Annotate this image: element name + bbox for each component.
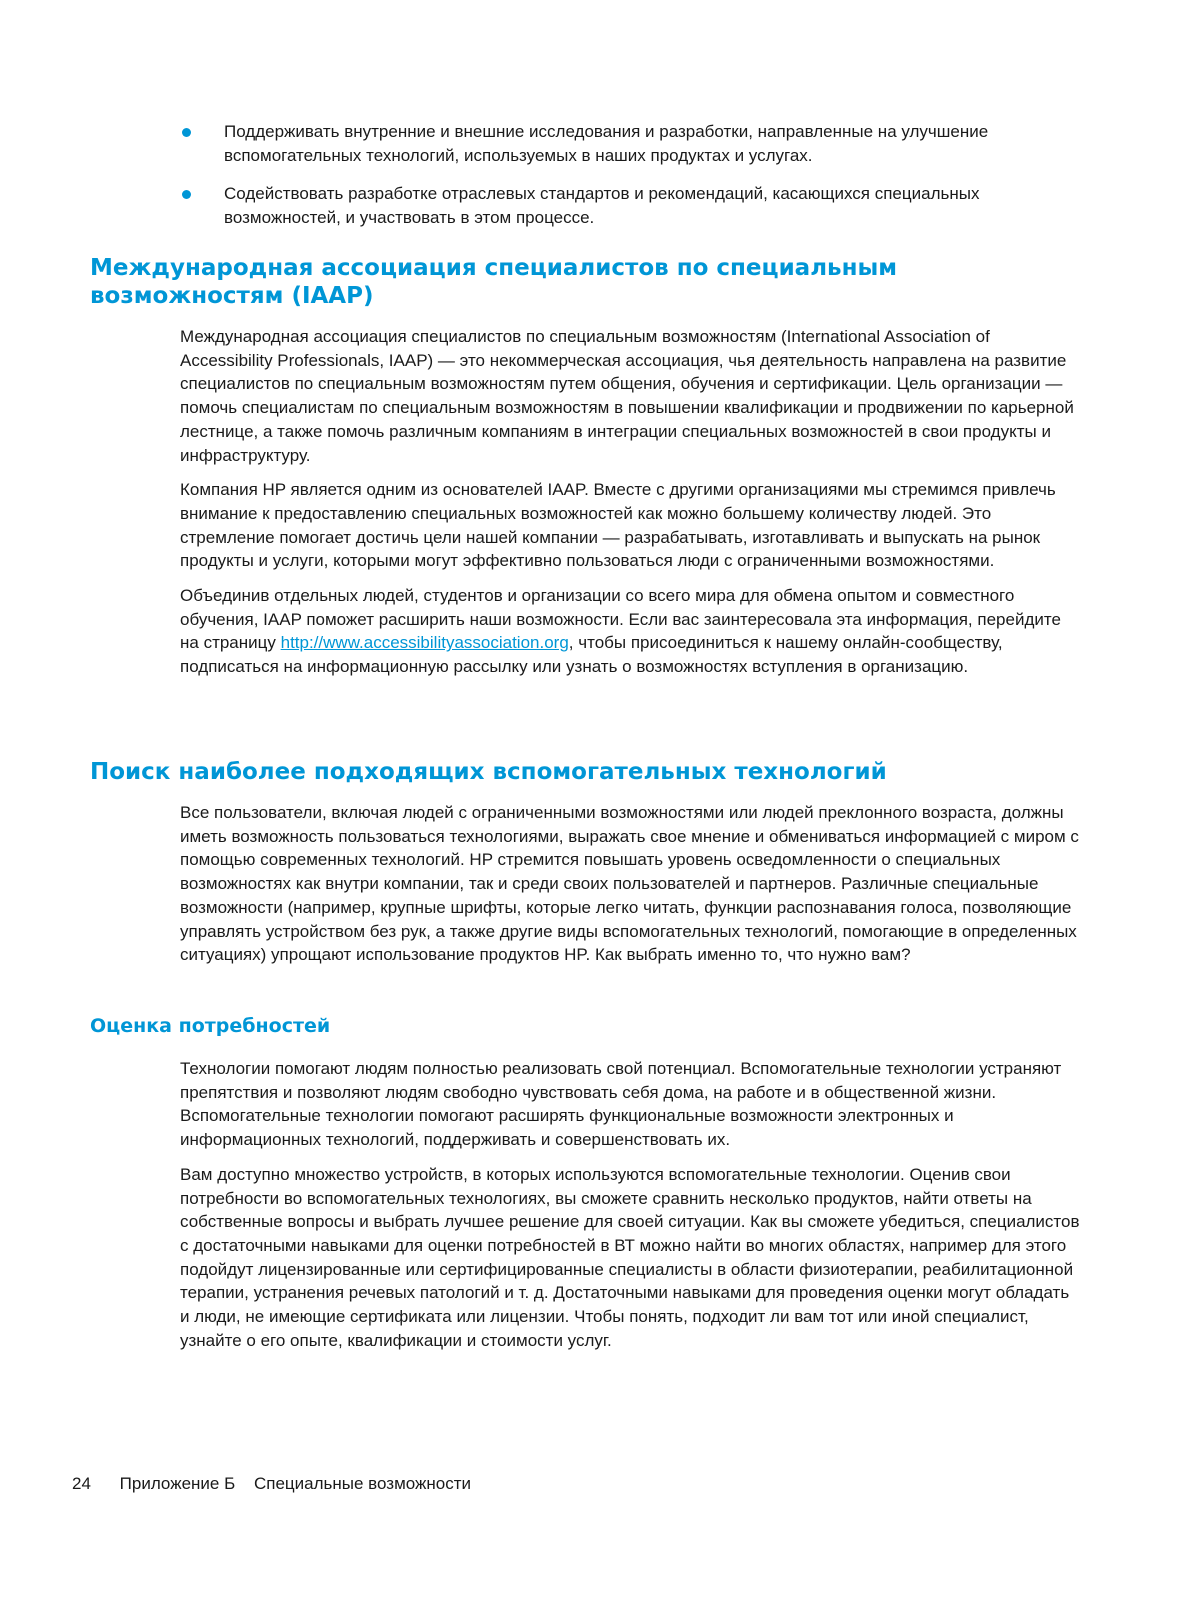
iaap-website-link[interactable]: http://www.accessibilityassociation.org [280, 633, 569, 653]
needs-heading: Оценка потребностей [90, 1015, 331, 1037]
page-number: 24 [72, 1474, 91, 1493]
bullet-text: Поддерживать внутренние и внешние исследования и разработки, направленные на улучшение вспомогательных технологий, используемых в наших продуктах и услугах. [224, 122, 989, 165]
iaap-section [180, 325, 1080, 690]
page-footer [72, 1472, 471, 1496]
iaap-paragraph-3 [180, 584, 1080, 679]
needs-paragraph-1: Технологии помогают людям полностью реализовать свой потенциал. Вспомогательные технологии устраняют препятствия и позволяют людям свободно чувствовать себя дома, на работе и в общественной жизни. Вспомогательные технологии помогают расширять функциональные возможности электронных и информационных технологий, поддерживать и совершенствовать их. [180, 1059, 1062, 1150]
search-heading: Поиск наиболее подходящих вспомогательных технологий [90, 759, 887, 785]
search-paragraph-1: Все пользователи, включая людей с ограниченными возможностями или людей преклонного возраста, должны иметь возможность пользоваться технологиями, выражать свое мнение и обмениваться информацией с миром с помощью современных технологий. HP стремится повышать уровень осведомленности о специальных возможностях как внутри компании, так и среди своих пользователей и партнеров. Различные специальные возможности (например, крупные шрифты, которые легко читать, функции распознавания голоса, позволяющие управлять устройством без рук, а также другие виды вспомогательных технологий, помогающие в определенных ситуациях) упрощают использование продуктов HP. Как выбрать именно то, что нужно вам? [180, 803, 1079, 965]
bullet-dot-icon [182, 128, 191, 137]
footer-title: Специальные возможности [253, 1474, 472, 1493]
bullet-item [180, 120, 1080, 168]
footer-chapter: Приложение Б [119, 1474, 236, 1493]
bullet-text: Содействовать разработке отраслевых стандартов и рекомендаций, касающихся специальных возможностей, и участвовать в этом процессе. [224, 184, 980, 227]
iaap-paragraph-3-end: , чтобы присоединиться к нашему онлайн-сообществу, подписаться на информационную рассылку или узнать о возможностях вступления в организацию. [180, 633, 1003, 677]
iaap-paragraph-3-start: Объединив отдельных людей, студентов и организации со всего мира для обмена опытом и совместного обучения, IAAP поможет расширить наши возможности. Если вас заинтересовала эта информация, перейдите на страницу [180, 586, 1061, 653]
iaap-heading: Международная ассоциация специалистов по специальным возможностям (IAAP) [90, 255, 898, 309]
bullet-item [180, 182, 1080, 230]
needs-section [180, 1057, 1080, 1363]
iaap-paragraph-2: Компания HP является одним из основателей IAAP. Вместе с другими организациями мы стремимся привлечь внимание к предоставлению специальных возможностей как можно большему количеству людей. Это стремление помогает достичь цели нашей компании — разрабатывать, изготавливать и выпускать на рынок продукты и услуги, которыми могут эффективно пользоваться люди с ограниченными возможностями. [180, 480, 1056, 571]
bullet-dot-icon [182, 190, 191, 199]
search-section [180, 801, 1080, 978]
bullet-list [180, 120, 1080, 244]
iaap-paragraph-1: Международная ассоциация специалистов по специальным возможностям (International Association of Accessibility Professionals, IAAP) — это некоммерческая ассоциация, чья деятельность направлена на развитие специалистов по специальным возможностям путем общения, обучения и сертификации. Цель организации — помочь специалистам по специальным возможностям в повышении квалификации и продвижении по карьерной лестнице, а также помочь различным компаниям в интеграции специальных возможностей в свои продукты и инфраструктуру. [180, 327, 1074, 465]
needs-paragraph-2: Вам доступно множество устройств, в которых используются вспомогательные технологии. Оценив свои потребности во вспомогательных технологиях, вы сможете сравнить несколько продуктов, найти ответы на собственные вопросы и выбрать лучшее решение для своей ситуации. Как вы сможете убедиться, специалистов с достаточными навыками для оценки потребностей в ВТ можно найти во многих областях, например для этого подойдут лицензированные или сертифицированные специалисты в области физиотерапии, реабилитационной терапии, устранения речевых патологий и т. д. Достаточными навыками для проведения оценки могут обладать и люди, не имеющие сертификата или лицензии. Чтобы понять, подходит ли вам тот или иной специалист, узнайте о его опыте, квалификации и стоимости услуг. [180, 1164, 1080, 1350]
